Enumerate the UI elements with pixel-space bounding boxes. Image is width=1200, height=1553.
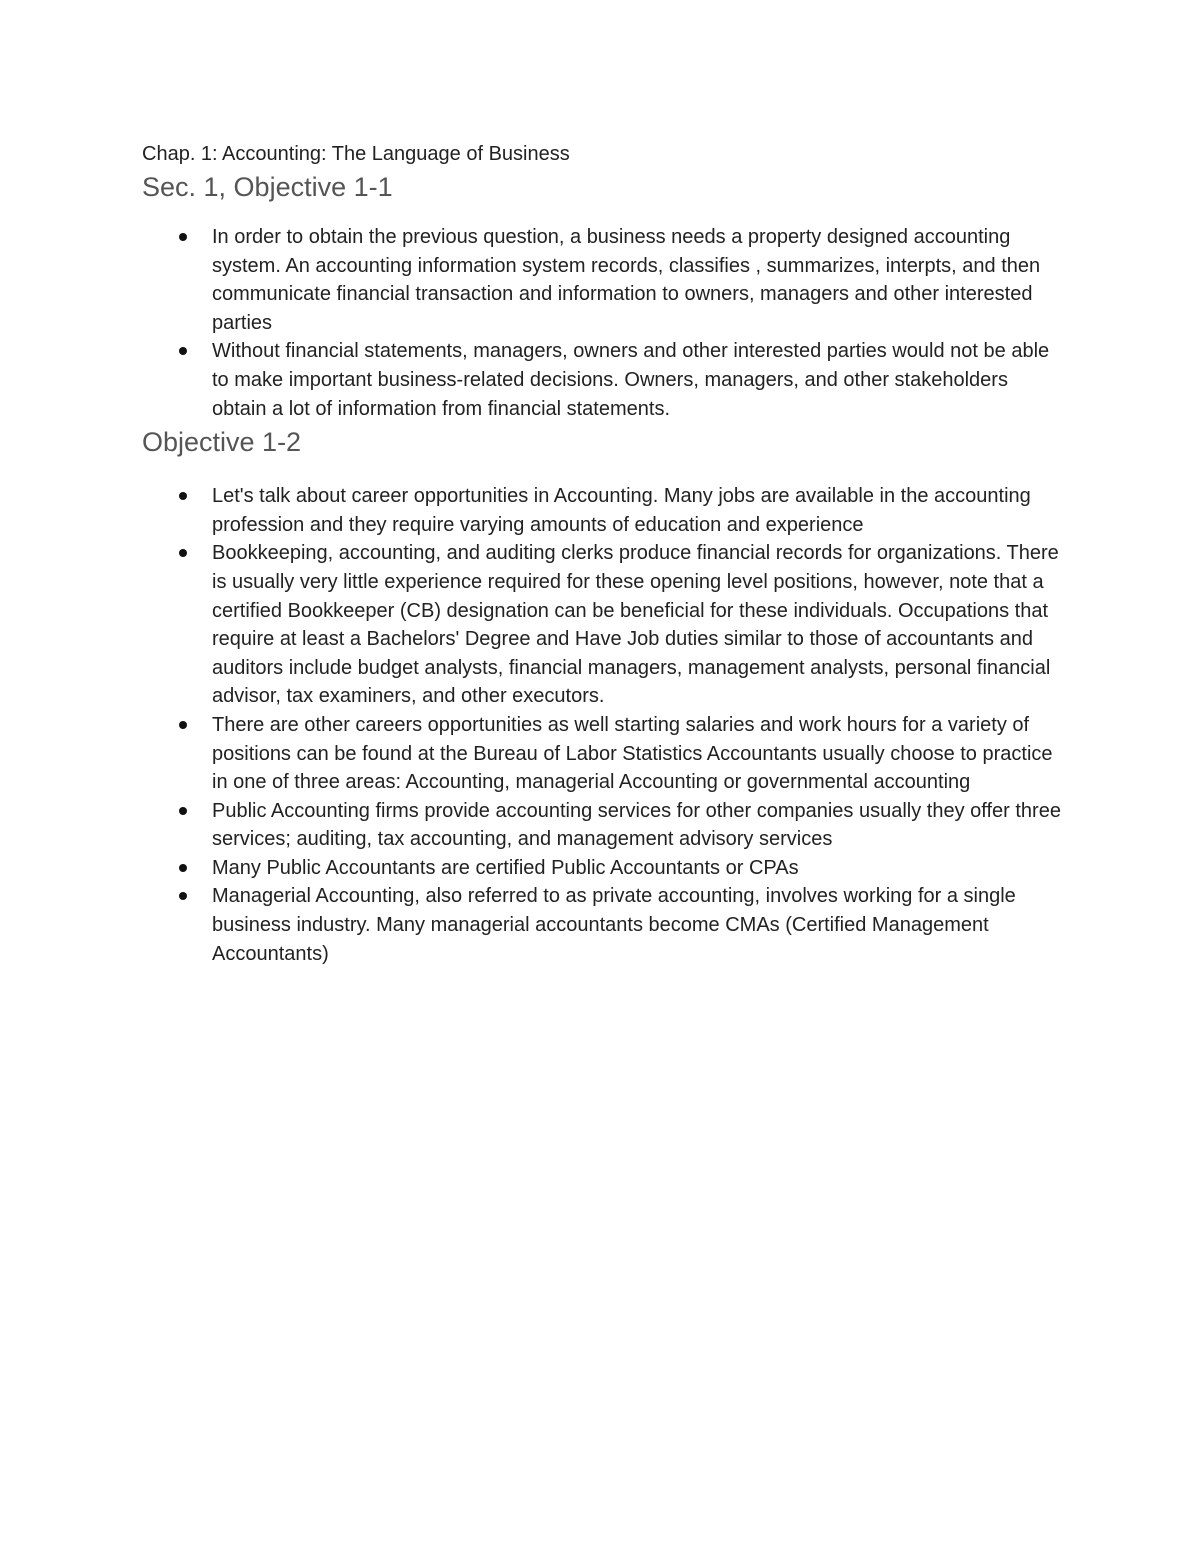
list-item-text: Bookkeeping, accounting, and auditing clerks produce financial records for organizations. There is usually very little experience required for these opening level positions, however, note that a certified Bookkeeper (CB) designation can be beneficial for these individuals. Occupations that require at least a Bachelors' Degree and Have Job duties similar to those of accountants and auditors include budget analysts, financial managers, management analysts, personal financial advisor, tax examiners, and other executors. <box>212 542 1059 708</box>
list-item <box>142 854 1062 883</box>
list-item <box>142 337 1062 423</box>
bullet-icon <box>179 807 187 815</box>
section-heading-objective-1-1: Sec. 1, Objective 1-1 <box>142 172 393 202</box>
list-item-text: Without financial statements, managers, owners and other interested parties would not be able to make important business-related decisions. Owners, managers, and other stakeholders obtain a lot of information from financial statements. <box>212 340 1050 420</box>
bullet-icon <box>179 549 187 557</box>
document-title: Chap. 1: Accounting: The Language of Business <box>142 143 570 165</box>
list-item <box>142 882 1062 968</box>
bullet-icon <box>179 347 187 355</box>
list-item-text: There are other careers opportunities as well starting salaries and work hours for a variety of positions can be found at the Bureau of Labor Statistics Accountants usually choose to practice in one of three areas: Accounting, managerial Accounting or governmental accounting <box>212 713 1053 794</box>
list-item <box>142 711 1062 797</box>
bullet-icon <box>179 721 187 729</box>
bullet-icon <box>179 892 187 900</box>
bullet-list-objective-1-2 <box>142 482 1062 968</box>
document-page <box>142 140 1062 968</box>
bullet-icon <box>179 492 187 500</box>
bullet-list-objective-1-1 <box>142 223 1062 423</box>
list-item-text: Managerial Accounting, also referred to as private accounting, involves working for a single business industry. Many managerial accountants become CMAs (Certified Management Accountants) <box>212 885 1016 965</box>
list-item <box>142 797 1062 854</box>
list-item-text: Public Accounting firms provide accounting services for other companies usually they offer three services; auditing, tax accounting, and management advisory services <box>212 799 1061 851</box>
list-item-text: In order to obtain the previous question, a business needs a property designed accounting system. An accounting information system records, classifies , summarizes, interpts, and then communicate financial transaction and information to owners, managers and other interested parties <box>212 226 1041 334</box>
list-item <box>142 482 1062 539</box>
list-item-text: Many Public Accountants are certified Public Accountants or CPAs <box>212 856 799 879</box>
bullet-icon <box>179 864 187 872</box>
section-heading-objective-1-2: Objective 1-2 <box>142 427 302 458</box>
list-item <box>142 223 1062 337</box>
list-item-text: Let's talk about career opportunities in Accounting. Many jobs are available in the accounting profession and they require varying amounts of education and experience <box>212 485 1031 536</box>
list-item <box>142 539 1062 711</box>
bullet-icon <box>179 233 187 241</box>
